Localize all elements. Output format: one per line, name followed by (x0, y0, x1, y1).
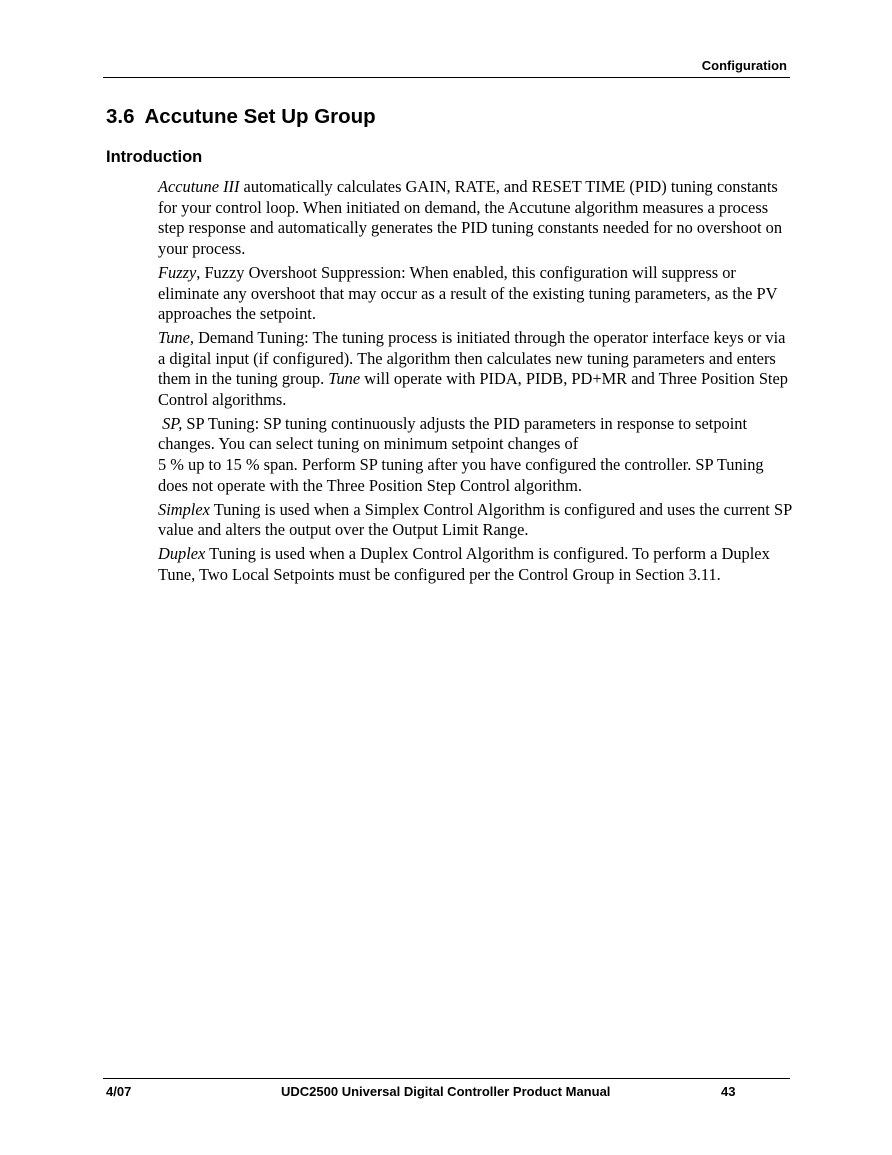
body-text (158, 177, 792, 588)
section-title (106, 105, 376, 129)
paragraph-text: Tuning is used when a Simplex Control Algorithm is configured and uses the current SP value and alters the output over the Output Limit Range. (158, 499, 792, 540)
paragraph-accutune (158, 177, 792, 260)
term-tune-inline: Tune (328, 369, 361, 389)
paragraph-text: 5 % up to 15 % span. Perform SP tuning after you have configured the controller. SP Tuning does not operate with the Three Position Step Control algorithm. (158, 455, 764, 495)
term-accutune: Accutune III (158, 177, 240, 196)
paragraph-text: Tuning is used when a Duplex Control Algorithm is configured. To perform a Duplex Tune, Two Local Setpoints must be configured per the Control Group in Section 3.11. (158, 543, 770, 584)
section-number: 3.6 (106, 105, 135, 128)
term-fuzzy: Fuzzy (158, 262, 197, 282)
header-rule (103, 77, 790, 78)
paragraph-duplex (158, 544, 792, 585)
footer-rule (103, 1078, 790, 1079)
term-sp: SP, (158, 413, 183, 433)
term-tune: Tune, (158, 327, 194, 347)
running-header: Configuration (701, 58, 787, 73)
section-title-text: Accutune Set Up Group (144, 105, 376, 128)
paragraph-text: will operate with PIDA, PIDB, PD+MR and Three Position Step Control algorithms. (158, 369, 788, 410)
paragraph-simplex (158, 500, 792, 541)
paragraph-sp (158, 414, 792, 497)
footer-manual-title: UDC2500 Universal Digital Controller Product Manual (281, 1084, 611, 1099)
term-duplex: Duplex (158, 543, 206, 563)
subheading-introduction: Introduction (106, 148, 203, 166)
paragraph-text: SP Tuning: SP tuning continuously adjusts the PID parameters in response to setpoint changes. You can select tuning on minimum setpoint changes of (158, 413, 748, 454)
paragraph-tune (158, 328, 792, 411)
footer-date: 4/07 (106, 1084, 132, 1099)
paragraph-text: automatically calculates GAIN, RATE, and RESET TIME (PID) tuning constants for your control loop. When initiated on demand, the Accutune algorithm measures a process step response and automatically generates the PID tuning constants needed for no overshoot on your process. (158, 177, 783, 259)
paragraph-fuzzy (158, 263, 792, 325)
paragraph-text: Demand Tuning: The tuning process is initiated through the operator interface keys or via a digital input (if configured). The algorithm then calculates new tuning parameters and enters them in the tuning group. (158, 327, 786, 389)
page-number: 43 (721, 1084, 736, 1099)
paragraph-text: , Fuzzy Overshoot Suppression: When enabled, this configuration will suppress or eliminate any overshoot that may occur as a result of the existing tuning parameters, as the PV approaches the setpoint. (158, 262, 778, 324)
term-simplex: Simplex (158, 499, 210, 519)
